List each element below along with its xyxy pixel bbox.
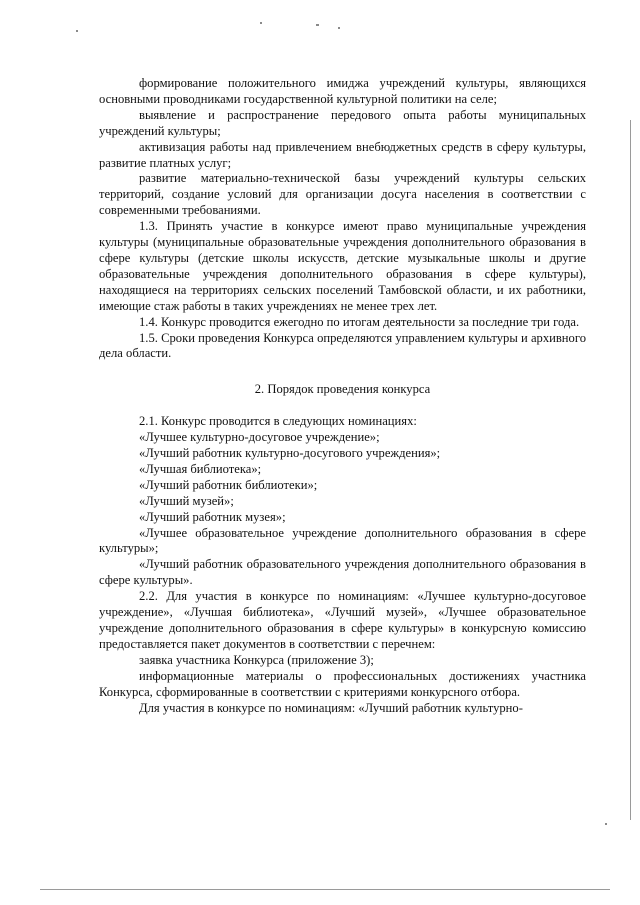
scan-speck bbox=[260, 22, 262, 24]
goal-paragraph: формирование положительного имиджа учреждений культуры, являющихся основными проводниками государственной культурной политики на селе; bbox=[99, 76, 586, 106]
scan-speck bbox=[605, 823, 607, 825]
nomination-item: «Лучший работник культурно-досугового учреждения»; bbox=[139, 446, 441, 461]
nomination-item: «Лучшее образовательное учреждение дополнительного образования в сфере культуры»; bbox=[99, 525, 586, 556]
goal-paragraph: активизация работы над привлечением внебюджетных средств в сферу культуры, развитие платных услуг; bbox=[99, 139, 586, 170]
scan-speck bbox=[338, 27, 340, 29]
scan-speck bbox=[76, 30, 78, 32]
goal-paragraph: развитие материально-технической базы учреждений культуры сельских территорий, создание условий для организации досуга населения в соответствии с современными требованиями. bbox=[99, 171, 586, 218]
nomination-item: «Лучшая библиотека»; bbox=[139, 461, 262, 476]
continuation-line: Для участия в конкурсе по номинациям: «Лучший работник культурно- bbox=[139, 700, 523, 715]
clause-1-3: 1.3. Принять участие в конкурсе имеют право муниципальные учреждения культуры (муниципальные образовательные учреждения дополнительного образования в сфере культуры (детские школы искусств, детские музыкальные школы и другие образовательные учреждения дополнительного образования в сфере культуры), находящиеся на территориях сельских поселений Тамбовской области, и их работники, имеющие стаж работы в таких учреждениях не менее трех лет. bbox=[99, 219, 586, 313]
document-list-item: информационные материалы о профессиональных достижениях участника Конкурса, сформированные в соответствии с критериями конкурсного отбора. bbox=[99, 668, 586, 699]
clause-2-1: 2.1. Конкурс проводится в следующих номинациях: bbox=[139, 414, 417, 429]
nomination-item: «Лучшее культурно-досуговое учреждение»; bbox=[139, 430, 380, 445]
clause-1-4: 1.4. Конкурс проводится ежегодно по итогам деятельности за последние три года. bbox=[139, 314, 580, 329]
nomination-item: «Лучший работник музея»; bbox=[139, 509, 286, 524]
document-body bbox=[99, 76, 586, 716]
scan-speck bbox=[316, 24, 319, 26]
document-list-item: заявка участника Конкурса (приложение 3); bbox=[139, 652, 374, 667]
scan-edge-line bbox=[40, 889, 610, 890]
section-heading: 2. Порядок проведения конкурса bbox=[254, 382, 431, 397]
nomination-item: «Лучший работник библиотеки»; bbox=[139, 477, 318, 492]
clause-1-5: 1.5. Сроки проведения Конкурса определяются управлением культуры и архивного дела области. bbox=[99, 330, 586, 361]
nomination-item: «Лучший музей»; bbox=[139, 493, 234, 508]
nomination-item: «Лучший работник образовательного учреждения дополнительного образования в сфере культуры». bbox=[99, 557, 586, 588]
goal-paragraph: выявление и распространение передового опыта работы муниципальных учреждений культуры; bbox=[99, 107, 586, 138]
clause-2-2: 2.2. Для участия в конкурсе по номинациям: «Лучшее культурно-досуговое учреждение», «Лучшая библиотека», «Лучший музей», «Лучшее образовательное учреждение дополнительного образования в сфере культуры» в конкурсную комиссию предоставляется пакет документов в соответствии с перечнем: bbox=[99, 589, 586, 651]
scan-edge-line bbox=[630, 120, 631, 820]
